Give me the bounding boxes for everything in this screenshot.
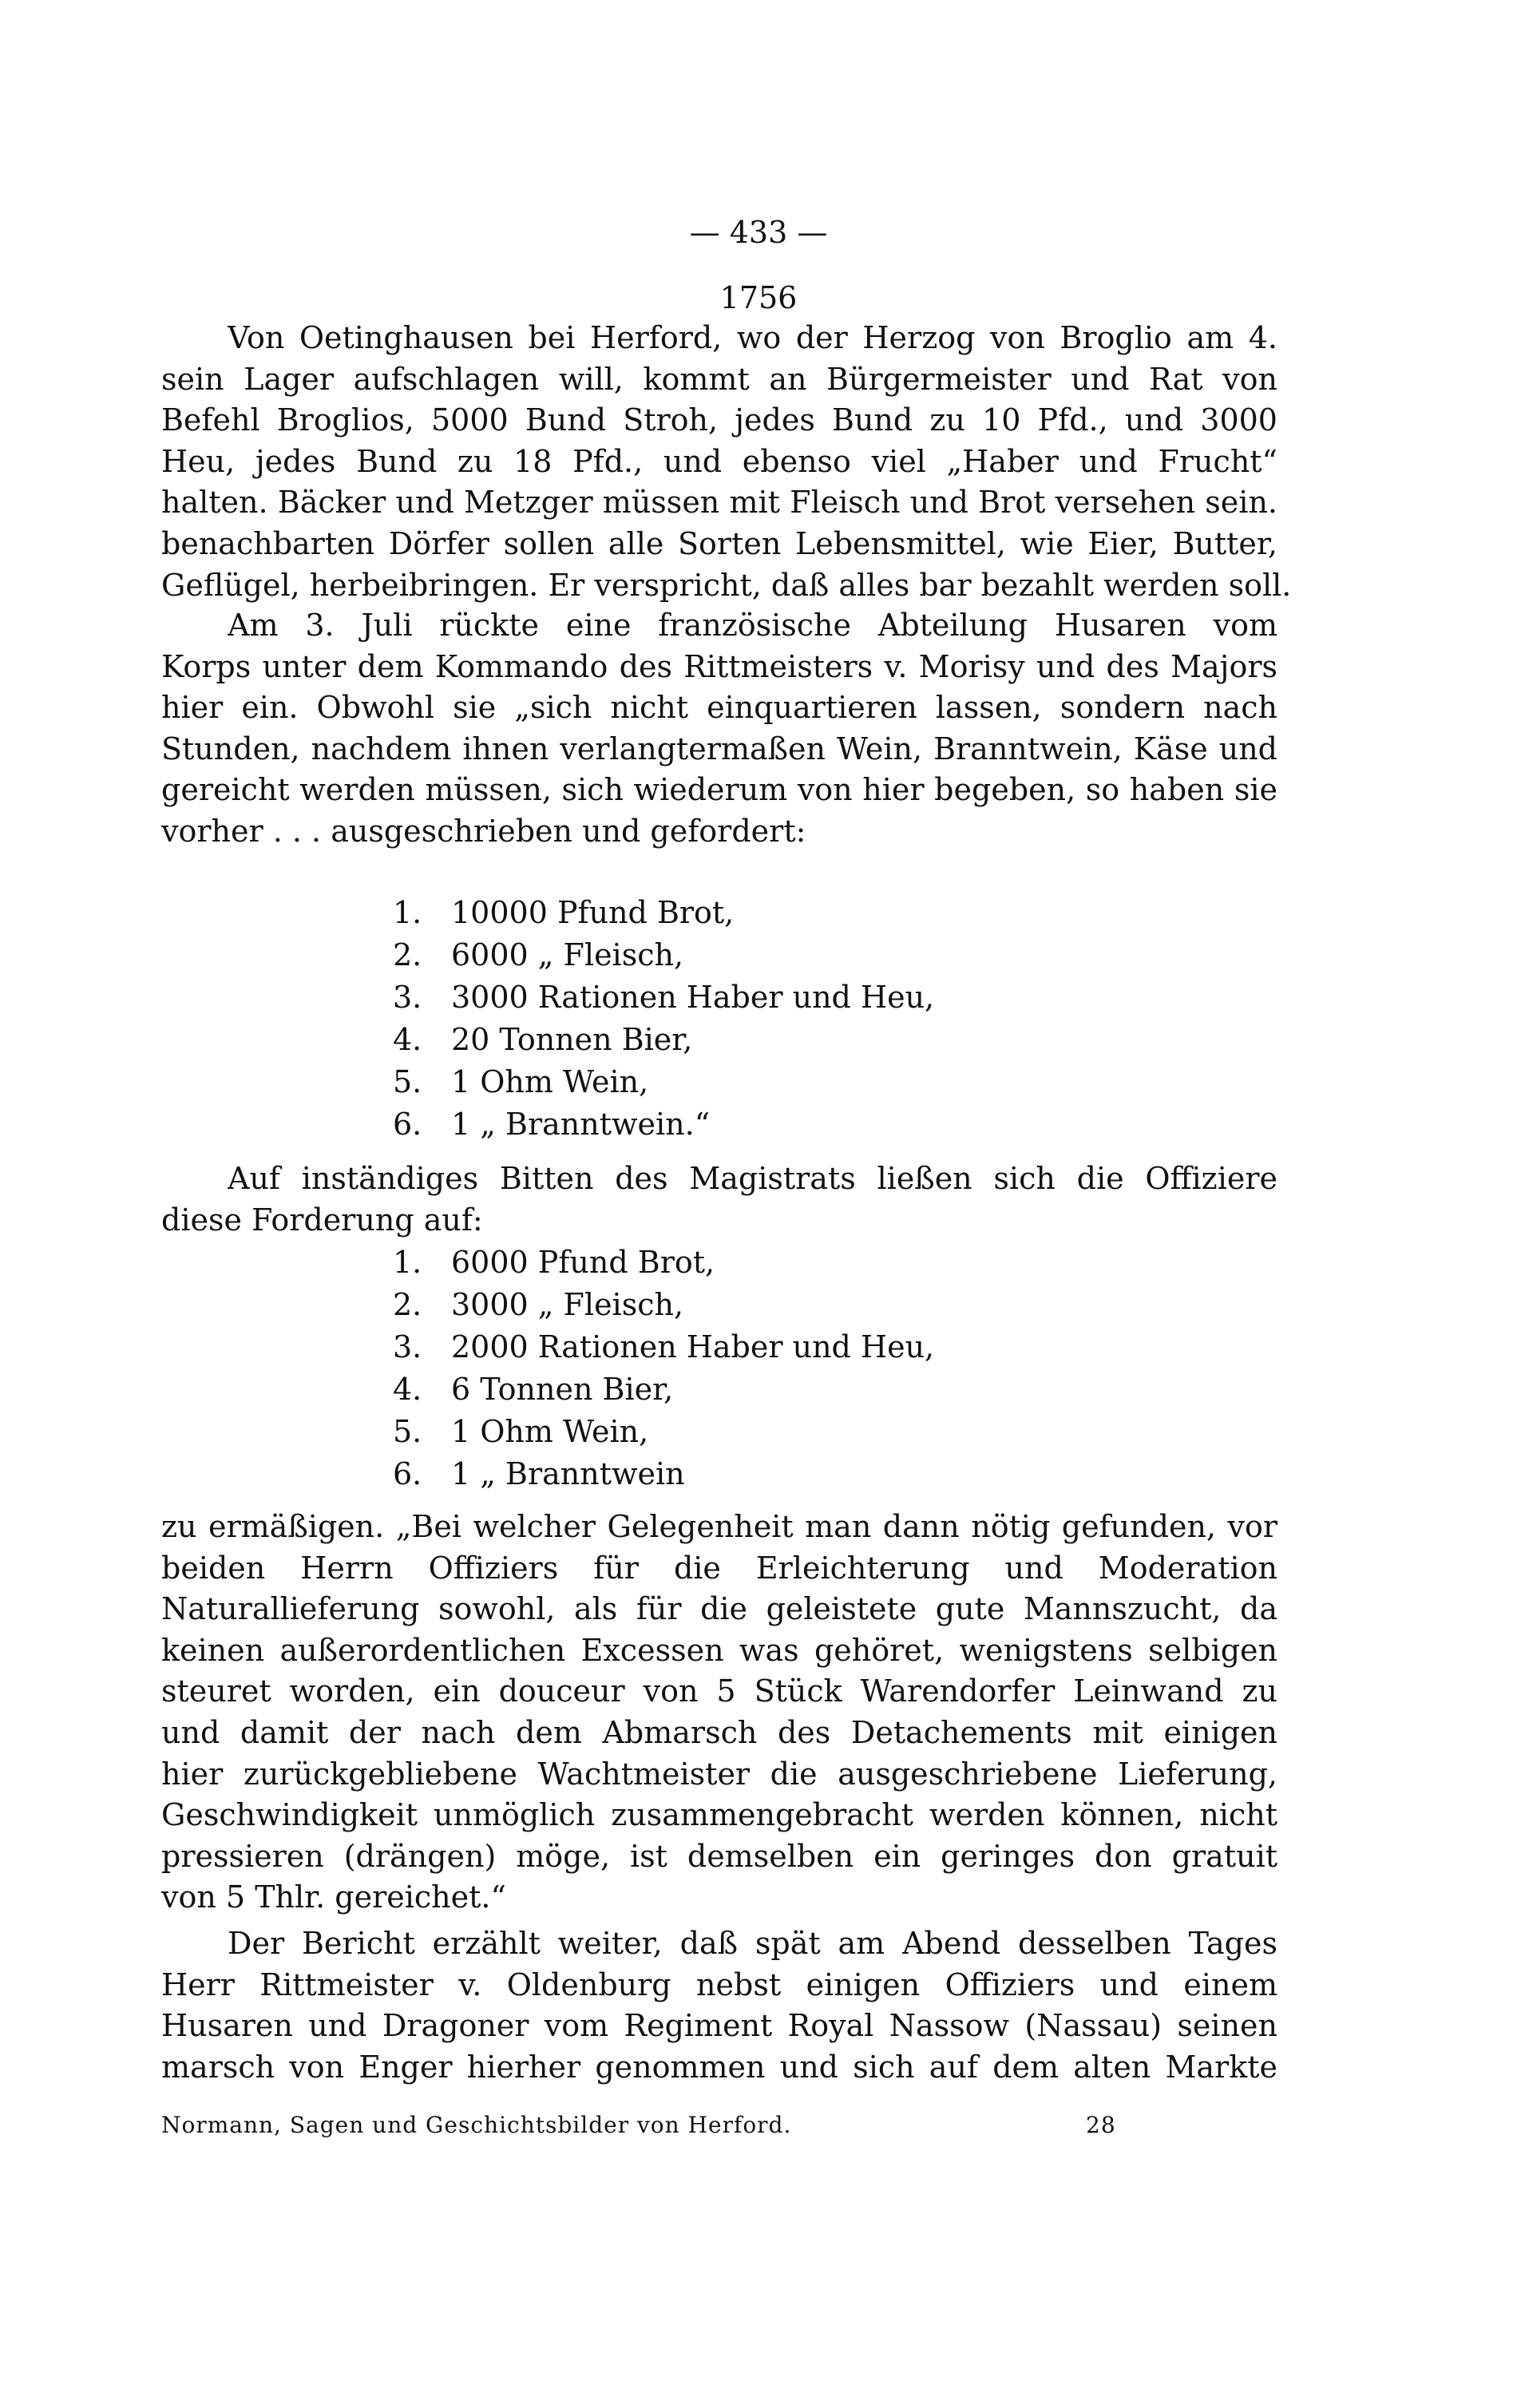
list-item-text: 10000 Pfund Brot, [451,895,735,930]
text-line: Am 3. Juli rückte eine französische Abteilung Husaren vom [228,608,1277,643]
list-item-text: 3000 Rationen Haber und Heu, [451,980,935,1015]
text-line: Von Oetinghausen bei Herford, wo der Herzog von Broglio am 4. [228,320,1277,355]
list-item-text: 6 Tonnen Bier, [451,1372,674,1407]
text-line: vorher . . . ausgeschrieben und gefordert: [161,814,806,849]
text-line: beiden Herrn Offiziers für die Erleichterung und Moderation [161,1550,1277,1586]
text-line: hier zurückgebliebene Wachtmeister die ausgeschriebene Lieferung, [161,1756,1277,1792]
page-number: — 433 — [689,215,828,250]
text-line: Geschwindigkeit unmöglich zusammengebracht werden können, nicht [161,1797,1277,1833]
list-item-number: 5. [393,1064,422,1099]
year-heading: 1756 [719,280,798,315]
text-line: sein Lager aufschlagen will, kommt an Bürgermeister und Rat von [161,361,1277,397]
text-line: Korps unter dem Kommando des Rittmeisters v. Morisy und des Majors [161,648,1277,684]
text-line: halten. Bäcker und Metzger müssen mit Fleisch und Brot versehen sein. [161,485,1277,521]
list-item-number: 3. [393,1329,422,1364]
list-item-number: 1. [393,1245,422,1280]
text-line: Der Bericht erzählt weiter, daß spät am Abend desselben Tages [228,1926,1277,1961]
list-item-number: 5. [393,1414,422,1449]
text-line: von 5 Thlr. gereichet.“ [161,1879,506,1915]
text-line: hier ein. Obwohl sie „sich nicht einquartieren lassen, sondern nach [161,690,1277,726]
list-item-text: 6000 „ Fleisch, [451,937,684,972]
footer-signature: 28 [1086,2112,1116,2138]
text-line: keinen außerordentlichen Excessen was gehöret, wenigstens selbigen [161,1632,1277,1668]
list-item-number: 1. [393,895,422,930]
text-line: Geflügel, herbeibringen. Er verspricht, daß alles bar bezahlt werden soll. [161,567,1292,603]
list-item-number: 6. [393,1107,422,1142]
list-item-text: 1 „ Branntwein.“ [451,1107,711,1142]
list-item-number: 2. [393,1287,422,1322]
text-line: diese Forderung auf: [161,1202,483,1238]
list-item-text: 1 Ohm Wein, [451,1064,649,1099]
text-line: Herr Rittmeister v. Oldenburg nebst einigen Offiziers und einem [161,1966,1277,2002]
footer-source: Normann, Sagen und Geschichtsbilder von Herford. [161,2112,792,2138]
list-item-text: 1 Ohm Wein, [451,1414,649,1449]
list-item-number: 4. [393,1022,422,1057]
list-item-number: 3. [393,980,422,1015]
text-line: und damit der nach dem Abmarsch des Detachements mit einigen [161,1715,1277,1750]
list-item-text: 20 Tonnen Bier, [451,1022,693,1057]
text-line: benachbarten Dörfer sollen alle Sorten Lebensmittel, wie Eier, Butter, [161,526,1277,561]
list-item-text: 6000 Pfund Brot, [451,1245,715,1280]
text-line: zu ermäßigen. „Bei welcher Gelegenheit man dann nötig gefunden, vor [161,1509,1277,1544]
text-line: marsch von Enger hierher genommen und sich auf dem alten Markte [161,2049,1277,2085]
list-item-text: 3000 „ Fleisch, [451,1287,684,1322]
text-line: Naturallieferung sowohl, als für die geleistete gute Mannszucht, da [161,1591,1277,1627]
text-line: pressieren (drängen) möge, ist demselben ein geringes don gratuit [161,1838,1277,1874]
text-line: Auf inständiges Bitten des Magistrats ließen sich die Offiziere [228,1161,1277,1196]
list-item-number: 2. [393,937,422,972]
text-line: Husaren und Dragoner vom Regiment Royal Nassow (Nassau) seinen [161,2008,1277,2044]
text-line: gereicht werden müssen, sich wiederum von hier begeben, so haben sie [161,772,1277,808]
list-item-text: 1 „ Branntwein [451,1456,685,1491]
text-line: Befehl Broglios, 5000 Bund Stroh, jedes Bund zu 10 Pfd., und 3000 [161,402,1277,438]
text-line: steuret worden, ein douceur von 5 Stück Warendorfer Leinwand zu [161,1673,1277,1709]
list-item-text: 2000 Rationen Haber und Heu, [451,1329,935,1364]
list-item-number: 4. [393,1372,422,1407]
list-item-number: 6. [393,1456,422,1491]
text-line: Heu, jedes Bund zu 18 Pfd., und ebenso viel „Haber und Frucht“ [161,443,1277,479]
text-line: Stunden, nachdem ihnen verlangtermaßen Wein, Branntwein, Käse und [161,731,1277,766]
